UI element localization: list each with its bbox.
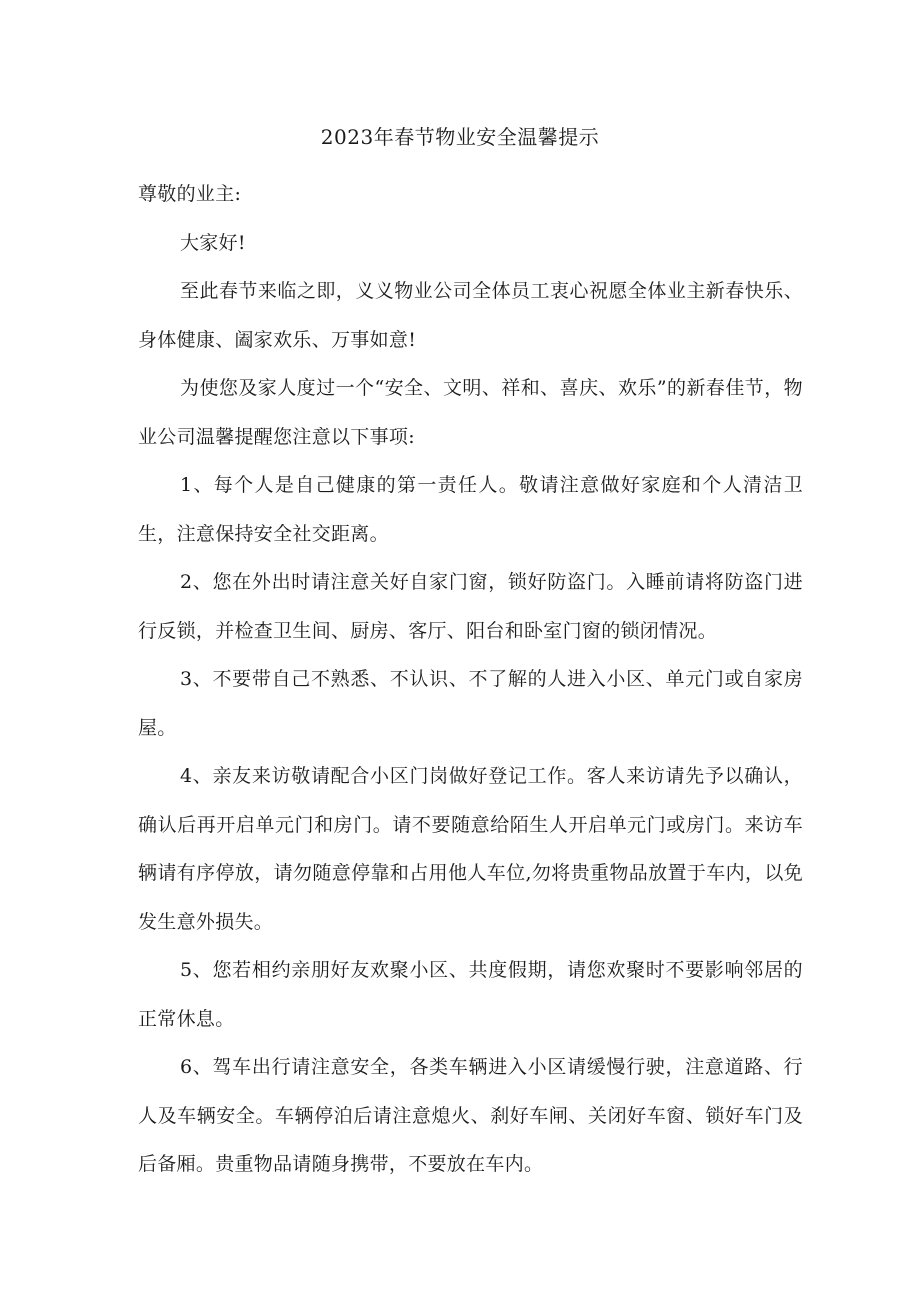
item-2-paragraph: 2、您在外出时请注意关好自家门窗，锁好防盗门。入睡前请将防盗门进行反锁，并检查卫生间、厨房、客厅、阳台和卧室门窗的锁闭情况。 xyxy=(138,571,803,642)
item-6-paragraph: 6、驾车出行请注意安全，各类车辆进入小区请缓慢行驶，注意道路、行人及车辆安全。车辆停泊后请注意熄火、刹好车闸、关闭好车窗、锁好车门及后备厢。贵重物品请随身携带，不要放在车内。 xyxy=(138,1056,803,1175)
item-3-paragraph: 3、不要带自己不熟悉、不认识、不了解的人进入小区、单元门或自家房屋。 xyxy=(138,668,803,739)
item-1-paragraph: 1、每个人是自己健康的第一责任人。敬请注意做好家庭和个人清洁卫生，注意保持安全社交距离。 xyxy=(138,474,803,545)
document-body xyxy=(138,170,803,1189)
intro-paragraph: 为使您及家人度过一个“安全、文明、祥和、喜庆、欢乐”的新春佳节，物业公司温馨提醒您注意以下事项: xyxy=(138,377,803,448)
greeting-paragraph: 大家好! xyxy=(180,231,246,254)
blessing-paragraph: 至此春节来临之即，义义物业公司全体员工衷心祝愿全体业主新春快乐、身体健康、阖家欢乐、万事如意! xyxy=(138,280,803,351)
item-5-paragraph: 5、您若相约亲朋好友欢聚小区、共度假期，请您欢聚时不要影响邻居的正常休息。 xyxy=(138,959,803,1030)
document-title: 2023年春节物业安全温馨提示 xyxy=(320,125,600,149)
item-4-paragraph: 4、亲友来访敬请配合小区门岗做好登记工作。客人来访请先予以确认，确认后再开启单元门和房门。请不要随意给陌生人开启单元门或房门。来访车辆请有序停放，请勿随意停靠和占用他人车位,勿将贵重物品放置于车内，以免发生意外损失。 xyxy=(138,765,803,933)
salutation: 尊敬的业主: xyxy=(138,183,242,205)
